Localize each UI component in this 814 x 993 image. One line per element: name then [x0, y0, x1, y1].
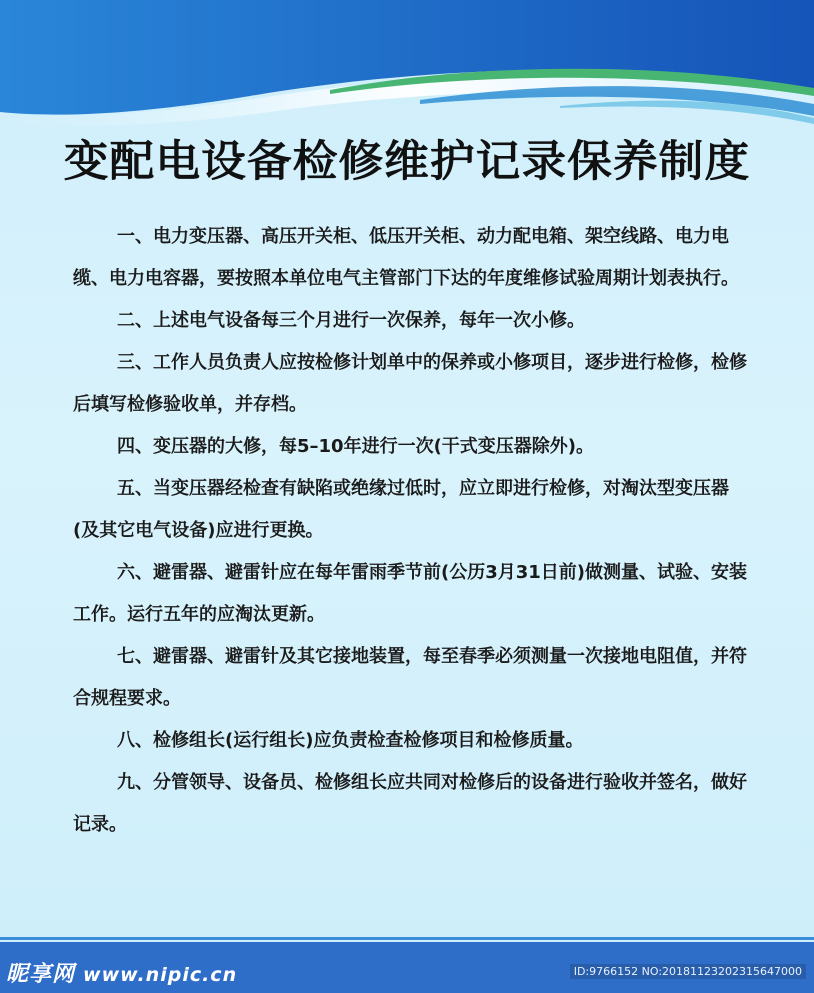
page-title: 变配电设备检修维护记录保养制度 — [63, 137, 751, 187]
image-id-label: ID:9766152 NO:20181123202315647000 — [570, 964, 806, 979]
clause-7: 七、避雷器、避雷针及其它接地装置，每至春季必须测量一次接地电阻值，并符合规程要求。 — [73, 646, 747, 709]
clause-6: 六、避雷器、避雷针应在每年雷雨季节前(公历3月31日前)做测量、试验、安装工作。运行五年的应淘汰更新。 — [73, 562, 748, 625]
clause-9: 九、分管领导、设备员、检修组长应共同对检修后的设备进行验收并签名，做好记录。 — [73, 772, 747, 835]
clause-4: 四、变压器的大修，每5–10年进行一次(干式变压器除外)。 — [117, 436, 595, 457]
regulation-body — [73, 216, 749, 846]
clause-3: 三、工作人员负责人应按检修计划单中的保养或小修项目，逐步进行检修，检修后填写检修验收单，并存档。 — [73, 352, 747, 415]
watermark-logo — [6, 957, 237, 988]
clause-2: 二、上述电气设备每三个月进行一次保养，每年一次小修。 — [117, 310, 585, 331]
watermark-brand: 昵享网 — [6, 962, 76, 987]
clause-1: 一、电力变压器、高压开关柜、低压开关柜、动力配电箱、架空线路、电力电缆、电力电容器，要按照本单位电气主管部门下达的年度维修试验周期计划表执行。 — [73, 226, 739, 289]
clause-8: 八、检修组长(运行组长)应负责检查检修项目和检修质量。 — [117, 730, 584, 751]
footer-stripes — [0, 934, 814, 948]
clause-5: 五、当变压器经检查有缺陷或绝缘过低时，应立即进行检修，对淘汰型变压器(及其它电气设备)应进行更换。 — [73, 478, 729, 541]
watermark-url: www.nipic.cn — [83, 964, 238, 986]
